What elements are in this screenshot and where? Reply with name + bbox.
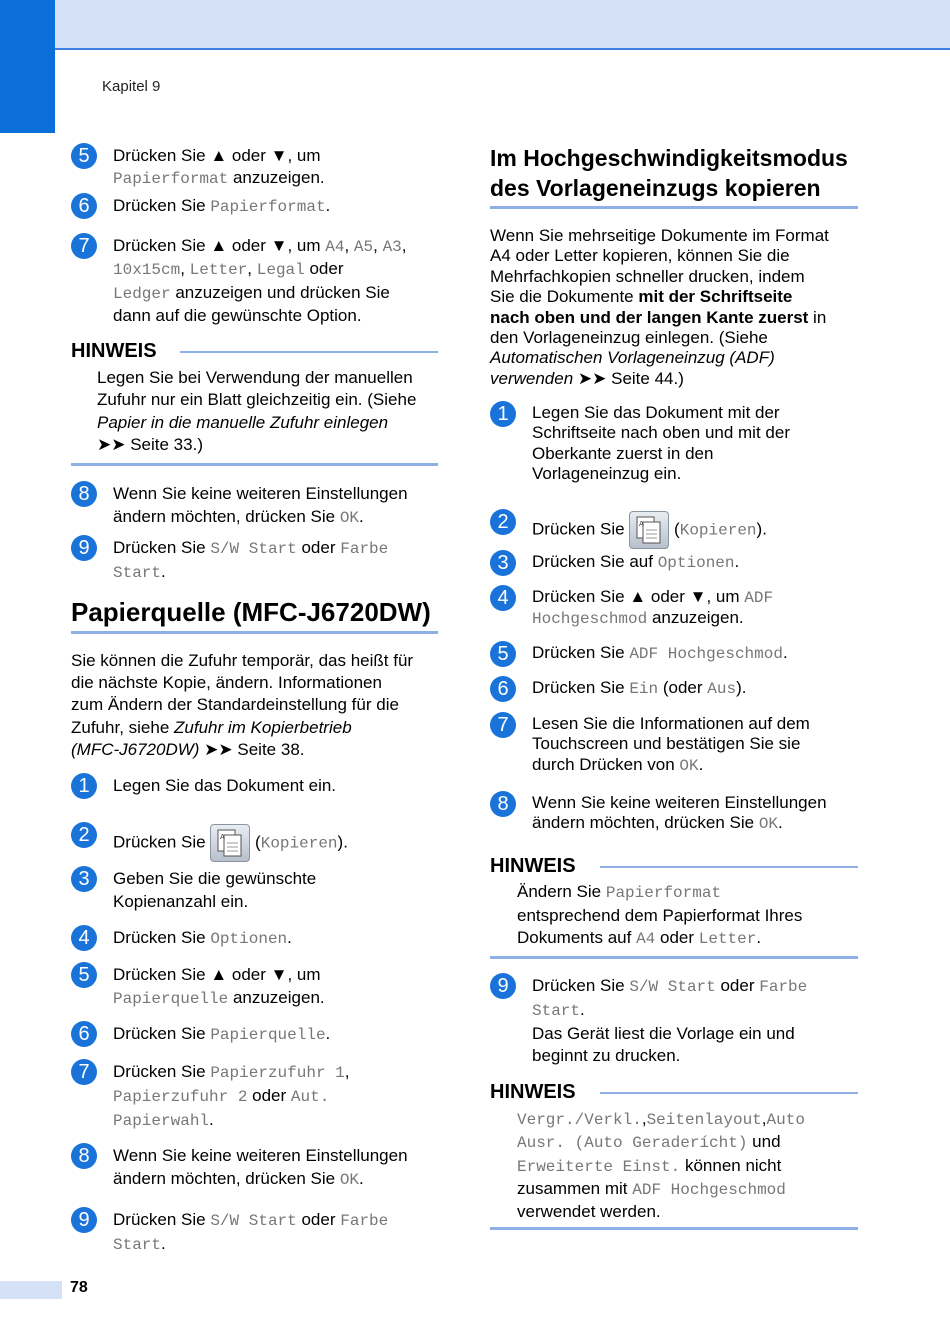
- step-number-badge: 7: [71, 1059, 97, 1085]
- step-text: Drücken Sie: [113, 236, 211, 255]
- step-number-badge: 4: [490, 585, 516, 611]
- step-number-badge: 5: [71, 143, 97, 169]
- ui-label: OK: [758, 815, 779, 834]
- step-text: , um: [706, 587, 745, 606]
- ui-label: Ledger: [113, 284, 171, 303]
- step-text: Wenn Sie keine weiteren Einstellungen: [113, 484, 408, 503]
- step-number-badge: 6: [71, 1021, 97, 1047]
- step-text: anzuzeigen.: [228, 987, 325, 1007]
- ui-label: OK: [679, 756, 699, 775]
- step-text: .: [325, 196, 331, 215]
- hinweis-title-right-1: HINWEIS: [490, 855, 576, 877]
- step-text: ▼: [270, 236, 288, 255]
- step-text: ).: [756, 519, 767, 539]
- header-band: [0, 0, 950, 50]
- step-text: (oder: [658, 678, 708, 697]
- step-text: oder: [655, 928, 699, 947]
- adf-intro-line-1: Wenn Sie mehrseitige Dokumente im Format: [490, 226, 829, 245]
- intro-link-1[interactable]: Zufuhr im Kopierbetrieb: [174, 717, 352, 737]
- step-text: ,: [344, 236, 354, 255]
- step-text: oder: [715, 976, 760, 995]
- step-number-badge: 2: [71, 822, 97, 848]
- hinweis-line-1: Legen Sie bei Verwendung der manuellen: [97, 368, 413, 387]
- ui-label: OK: [339, 508, 360, 527]
- step-text: ,: [401, 236, 407, 255]
- step-content: [532, 714, 872, 776]
- step-content: [113, 1061, 453, 1132]
- ui-label: Papierformat: [605, 884, 722, 902]
- ui-label: Vergr./Verkl.: [517, 1111, 642, 1129]
- step-text: .: [782, 643, 788, 662]
- step-number-badge: 1: [490, 401, 516, 427]
- section-rule-right: [490, 206, 858, 209]
- step-text: Touchscreen und bestätigen Sie sie: [532, 734, 801, 754]
- step-text: Schriftseite nach oben und mit der: [532, 423, 790, 443]
- step-text: ).: [337, 832, 348, 852]
- step-content: [532, 678, 872, 699]
- ui-label: S/W Start: [210, 1212, 297, 1230]
- step-text: Das Gerät liest die Vorlage ein und: [532, 1023, 795, 1043]
- step-text: Kopienanzahl ein.: [113, 891, 249, 911]
- intro-link-2[interactable]: (MFC-J6720DW): [71, 739, 200, 759]
- step-text: .: [580, 999, 585, 1019]
- step-content: [113, 483, 453, 530]
- step-number-badge: 9: [71, 535, 97, 561]
- intro-line-3: zum Ändern der Standardeinstellung für die: [71, 695, 399, 715]
- hinweis-line-right-1: [600, 866, 858, 868]
- step-text: ▲: [210, 236, 228, 255]
- step-content: [532, 587, 872, 630]
- step-text: ▲: [629, 587, 647, 606]
- ui-label: Optionen: [657, 554, 735, 572]
- ui-label: Papierformat: [210, 198, 326, 216]
- section-title-adf: [490, 143, 848, 203]
- step-text: ,: [761, 1109, 767, 1128]
- step-text: Drücken Sie: [532, 587, 630, 606]
- step-text: ▲: [210, 965, 228, 984]
- step-text: ).: [736, 678, 747, 697]
- step-content: [113, 775, 453, 798]
- intro-line-5: [71, 739, 413, 761]
- ui-label: Aus: [707, 680, 737, 698]
- ui-label: Farbe: [759, 978, 808, 996]
- step-text: Vorlageneinzug ein.: [532, 464, 682, 484]
- step-text: ▼: [689, 587, 707, 606]
- step-number-badge: 4: [71, 925, 97, 951]
- step-text: Drücken Sie: [113, 1062, 211, 1081]
- step-content: [113, 824, 453, 862]
- papierquelle-intro: [71, 650, 413, 761]
- adf-intro-line-8: [490, 369, 829, 389]
- step-text: oder: [247, 1085, 291, 1105]
- step-text: Lesen Sie die Informationen auf dem: [532, 714, 810, 733]
- step-text: entsprechend dem Papierformat Ihres: [517, 905, 803, 925]
- copy-icon[interactable]: [210, 824, 250, 862]
- adf-intro-line-8-text[interactable]: ➤➤ Seite 44.): [573, 368, 684, 388]
- step-text: durch Drücken von: [532, 754, 680, 774]
- step-text: Drücken Sie: [113, 965, 211, 984]
- intro-line-2: die nächste Kopie, ändern. Informationen: [71, 673, 382, 693]
- intro-line-5-text[interactable]: ➤➤ Seite 38.: [199, 739, 305, 759]
- step-text: ,: [641, 1109, 647, 1128]
- section-title-line-1: Im Hochgeschwindigkeitsmodus: [490, 145, 848, 171]
- ui-label: Papierzufuhr 1: [210, 1064, 345, 1082]
- hinweis-text: [97, 367, 416, 456]
- ui-label: Start: [113, 1235, 162, 1254]
- ui-label: A3: [382, 238, 402, 256]
- chapter-label: Kapitel 9: [102, 78, 161, 95]
- hinweis-line-2: Zufuhr nur ein Blatt gleichzeitig ein. (Siehe: [97, 390, 417, 410]
- hinweis-text-right-2: [517, 1108, 805, 1223]
- chapter-tab: [0, 0, 55, 133]
- step-text: ändern möchten, drücken Sie: [113, 1168, 340, 1188]
- step-number-badge: 6: [71, 193, 97, 219]
- intro-line-4: [71, 717, 413, 739]
- step-text: Oberkante zuerst in den: [532, 443, 714, 463]
- ui-label: Kopieren: [679, 521, 757, 540]
- step-content: [113, 1145, 453, 1192]
- step-text: oder: [227, 236, 271, 255]
- ui-label: Hochgeschmod: [532, 610, 648, 629]
- step-number-badge: 7: [71, 233, 97, 259]
- step-text: Drücken Sie: [113, 928, 211, 947]
- step-text: verwendet werden.: [517, 1202, 661, 1222]
- ui-label: Auto: [766, 1111, 805, 1129]
- ui-label: Papierquelle: [113, 989, 229, 1008]
- step-text: ,: [373, 236, 383, 255]
- ui-label: ADF: [744, 589, 774, 607]
- adf-intro-line-4: [490, 287, 829, 307]
- step-number-badge: 6: [490, 676, 516, 702]
- step-text: , um: [287, 965, 321, 984]
- step-content: [113, 868, 453, 914]
- step-text: .: [778, 813, 783, 833]
- step-content: [532, 403, 872, 485]
- step-number-badge: 8: [71, 1143, 97, 1169]
- step-text: .: [359, 1168, 364, 1188]
- step-number-badge: 1: [71, 773, 97, 799]
- step-text: Drücken Sie auf: [532, 552, 658, 571]
- step-text: Drücken Sie: [113, 1024, 211, 1043]
- step-content: [113, 927, 453, 951]
- step-text: ▲: [210, 146, 228, 165]
- hinweis-line-3[interactable]: Papier in die manuelle Zufuhr einlegen: [97, 412, 389, 432]
- ui-label: 10x15cm: [113, 261, 181, 280]
- hinweis-rule-right-2: [490, 1227, 858, 1230]
- step-text: ▼: [270, 965, 288, 984]
- step-text: ändern möchten, drücken Sie: [532, 813, 759, 833]
- ui-label: Farbe: [340, 1212, 389, 1230]
- ui-label: Aut.: [290, 1087, 330, 1106]
- step-text: Dokuments auf: [517, 928, 637, 947]
- adf-intro-line-3: Mehrfachkopien schneller drucken, indem: [490, 266, 805, 286]
- ui-label: A4: [636, 930, 656, 948]
- svg-text:A: A: [639, 520, 645, 528]
- step-text: ändern möchten, drücken Sie: [113, 506, 340, 526]
- step-content: [532, 975, 872, 1068]
- step-content: [113, 964, 453, 1011]
- intro-line-4-text: Zufuhr, siehe: [71, 717, 175, 737]
- step-text: Ändern Sie: [517, 882, 606, 901]
- step-content: [113, 145, 453, 191]
- step-text: oder: [646, 587, 690, 606]
- step-text: anzuzeigen und drücken Sie: [170, 282, 390, 302]
- hinweis-text-right-1: [517, 881, 802, 951]
- step-content: [113, 235, 453, 327]
- step-text: Geben Sie die gewünschte: [113, 869, 317, 888]
- ui-label: Papierquelle: [210, 1026, 326, 1044]
- ui-label: S/W Start: [629, 978, 716, 996]
- ui-label: A5: [353, 238, 374, 256]
- adf-intro-bold-2: nach oben und der langen Kante zuerst: [490, 307, 809, 327]
- hinweis-title: HINWEIS: [71, 340, 157, 362]
- step-text: Wenn Sie keine weiteren Einstellungen: [113, 1146, 408, 1165]
- step-text: Drücken Sie: [113, 146, 211, 165]
- step-text: , um: [287, 236, 326, 255]
- svg-text:A: A: [220, 833, 226, 841]
- hinweis-rule: [71, 463, 438, 466]
- adf-intro-bold-1: mit der Schriftseite: [638, 287, 793, 307]
- ui-label: Erweiterte Einst.: [517, 1157, 681, 1176]
- ui-label: ADF Hochgeschmod: [632, 1180, 786, 1199]
- step-text: .: [161, 561, 166, 581]
- step-text: Legen Sie das Dokument ein.: [113, 776, 337, 795]
- step-text: Drücken Sie: [532, 976, 630, 995]
- step-number-badge: 7: [490, 712, 516, 738]
- step-text: können nicht: [680, 1155, 782, 1175]
- ui-label: Papierwahl: [113, 1111, 210, 1130]
- ui-label: A4: [325, 238, 345, 256]
- ui-label: Start: [532, 1001, 581, 1020]
- hinweis-line: [180, 351, 438, 353]
- step-number-badge: 3: [490, 550, 516, 576]
- step-number-badge: 5: [490, 641, 516, 667]
- step-text: Drücken Sie: [113, 1210, 211, 1229]
- step-number-badge: 2: [490, 509, 516, 535]
- ui-label: Ausr. (Auto Geraderícht): [517, 1134, 748, 1153]
- ui-label: Kopieren: [260, 834, 338, 853]
- adf-intro-line-2: A4 oder Letter kopieren, können Sie die: [490, 246, 790, 266]
- step-text: oder: [296, 538, 341, 557]
- ui-label: Letter: [698, 930, 757, 948]
- hinweis-line-right-2: [600, 1092, 858, 1094]
- step-content: [532, 511, 872, 549]
- step-text: zusammen mit: [517, 1178, 633, 1198]
- step-text: , um: [287, 146, 321, 165]
- step-text: ,: [247, 259, 257, 279]
- step-content: [532, 643, 872, 664]
- adf-intro-link-2[interactable]: verwenden: [490, 368, 574, 388]
- step-content: [113, 537, 453, 585]
- step-content: [113, 1023, 453, 1047]
- step-text: oder: [227, 965, 271, 984]
- step-text: (: [250, 832, 261, 852]
- copy-icon[interactable]: [629, 511, 669, 549]
- step-content: [113, 1209, 453, 1257]
- step-number-badge: 9: [71, 1207, 97, 1233]
- step-text: ▼: [270, 146, 288, 165]
- ui-label: Letter: [189, 261, 248, 280]
- step-content: [532, 793, 872, 835]
- ui-label: Optionen: [210, 930, 288, 948]
- step-content: [113, 195, 453, 218]
- step-text: .: [161, 1233, 166, 1253]
- ui-label: Ein: [629, 680, 659, 698]
- step-text: .: [287, 928, 292, 947]
- adf-intro-line-6: den Vorlageneinzug einlegen. (Siehe: [490, 328, 768, 348]
- step-text: .: [325, 1024, 331, 1043]
- adf-intro-line-4-text: Sie die Dokumente: [490, 287, 639, 307]
- ui-label: Seitenlayout: [646, 1111, 762, 1129]
- step-text: Drücken Sie: [113, 832, 211, 852]
- ui-label: Papierzufuhr 2: [113, 1087, 248, 1106]
- section-title-papierquelle: Papierquelle (MFC-J6720DW): [71, 597, 431, 627]
- step-text: .: [734, 552, 740, 571]
- adf-intro-link-1[interactable]: Automatischen Vorlageneinzug (ADF): [490, 348, 775, 368]
- step-text: dann auf die gewünschte Option.: [113, 305, 362, 325]
- section-title-line-2: des Vorlageneinzugs kopieren: [490, 175, 821, 201]
- step-content: [532, 552, 872, 573]
- adf-intro-line-5: [490, 308, 829, 328]
- step-text: oder: [304, 259, 344, 279]
- step-text: oder: [296, 1210, 341, 1229]
- step-number-badge: 8: [71, 481, 97, 507]
- step-text: anzuzeigen.: [647, 608, 744, 628]
- ui-label: ADF Hochgeschmod: [629, 645, 783, 663]
- hinweis-line-4[interactable]: ➤➤ Seite 33.): [97, 434, 203, 454]
- step-text: Drücken Sie: [113, 538, 211, 557]
- step-text: ,: [180, 259, 190, 279]
- step-text: Legen Sie das Dokument mit der: [532, 403, 780, 422]
- step-text: .: [698, 754, 704, 774]
- section-rule: [71, 631, 438, 634]
- step-text: ,: [344, 1062, 350, 1081]
- page-number-bar: [0, 1281, 62, 1299]
- step-number-badge: 3: [71, 866, 97, 892]
- ui-label: Legal: [256, 261, 305, 280]
- step-text: (: [669, 519, 680, 539]
- step-text: .: [209, 1109, 214, 1129]
- ui-label: Start: [113, 563, 162, 582]
- step-number-badge: 5: [71, 962, 97, 988]
- page-number: 78: [70, 1279, 88, 1296]
- step-text: Drücken Sie: [532, 643, 630, 662]
- step-text: .: [359, 506, 364, 526]
- ui-label: Papierformat: [113, 170, 229, 189]
- step-number-badge: 8: [490, 791, 516, 817]
- step-text: anzuzeigen.: [228, 168, 325, 188]
- step-text: beginnt zu drucken.: [532, 1046, 681, 1066]
- step-text: .: [756, 928, 762, 947]
- hinweis-rule-right-1: [490, 956, 858, 959]
- step-text: Drücken Sie: [532, 519, 630, 539]
- step-number-badge: 9: [490, 973, 516, 999]
- ui-label: OK: [339, 1170, 360, 1189]
- step-text: und: [747, 1132, 781, 1152]
- step-text: Wenn Sie keine weiteren Einstellungen: [532, 793, 827, 812]
- adf-intro-line-5-text: in: [808, 307, 827, 327]
- step-text: Drücken Sie: [113, 196, 211, 215]
- step-text: oder: [227, 146, 271, 165]
- hinweis-title-right-2: HINWEIS: [490, 1081, 576, 1103]
- ui-label: S/W Start: [210, 540, 297, 558]
- adf-intro: [490, 226, 829, 389]
- intro-line-1: Sie können die Zufuhr temporär, das heißt für: [71, 651, 414, 670]
- step-text: Drücken Sie: [532, 678, 630, 697]
- ui-label: Farbe: [340, 540, 389, 558]
